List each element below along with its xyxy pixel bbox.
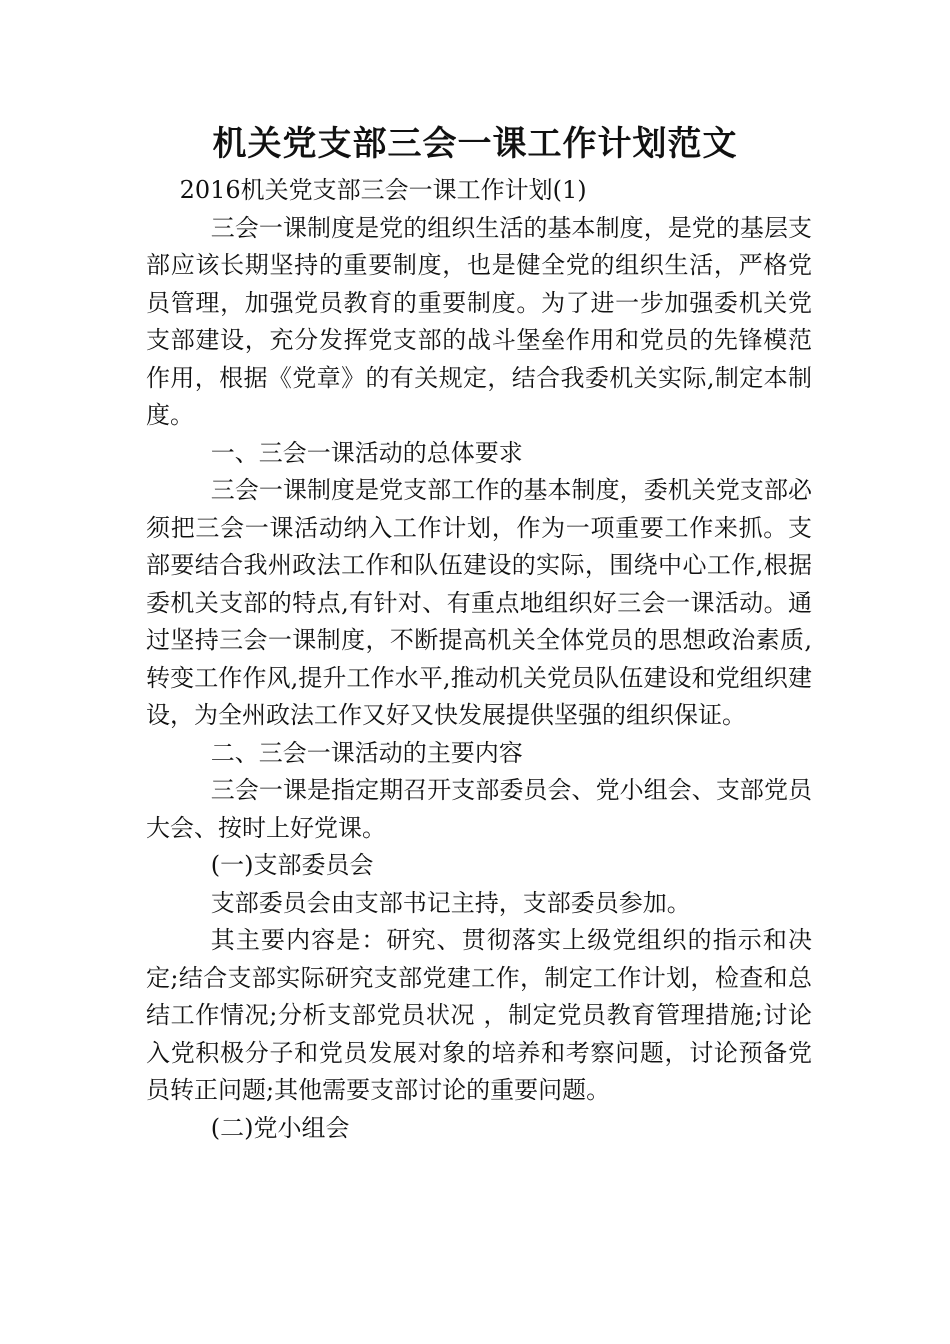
paragraph-intro: 三会一课制度是党的组织生活的基本制度，是党的基层支部应该长期坚持的重要制度，也是健全党的组织生活，严格党员管理，加强党员教育的重要制度。为了进一步加强委机关党支部建设，充分发挥党支部的战斗堡垒作用和党员的先锋模范作用，根据《党章》的有关规定，结合我委机关实际,制定本制度。 (146, 213, 812, 429)
document-title: 机关党支部三会一课工作计划范文 (212, 124, 738, 164)
paragraph-section-1: 三会一课制度是党支部工作的基本制度，委机关党支部必须把三会一课活动纳入工作计划，作为一项重要工作来抓。支部要结合我州政法工作和队伍建设的实际，围绕中心工作,根据委机关支部的特点,有针对、有重点地组织好三会一课活动。通过坚持三会一课制度，不断提高机关全体党员的思想政治素质,转变工作作风,提升工作水平,推动机关党员队伍建设和党组织建设，为全州政法工作又好又快发展提供坚强的组织保证。 (146, 476, 812, 729)
paragraph-section-2: 三会一课是指定期召开支部委员会、党小组会、支部党员大会、按时上好党课。 (146, 776, 812, 842)
section-heading-2: 二、三会一课活动的主要内容 (210, 738, 523, 767)
document-body (146, 172, 812, 1147)
paragraph-subsection-1-a: 支部委员会由支部书记主持，支部委员参加。 (210, 888, 691, 917)
section-heading-1: 一、三会一课活动的总体要求 (210, 438, 523, 467)
paragraph-subsection-1-b: 其主要内容是：研究、贯彻落实上级党组织的指示和决定;结合支部实际研究支部党建工作，制定工作计划，检查和总结工作情况;分析支部党员状况 ，制定党员教育管理措施;讨论入党积极分子和党员发展对象的培养和考察问题，讨论预备党员转正问题;其他需要支部讨论的重要问题。 (146, 926, 812, 1104)
document-subtitle: 2016机关党支部三会一课工作计划(1) (179, 176, 587, 204)
subsection-heading-1: (一)支部委员会 (210, 851, 374, 879)
subsection-heading-2: (二)党小组会 (210, 1113, 350, 1142)
